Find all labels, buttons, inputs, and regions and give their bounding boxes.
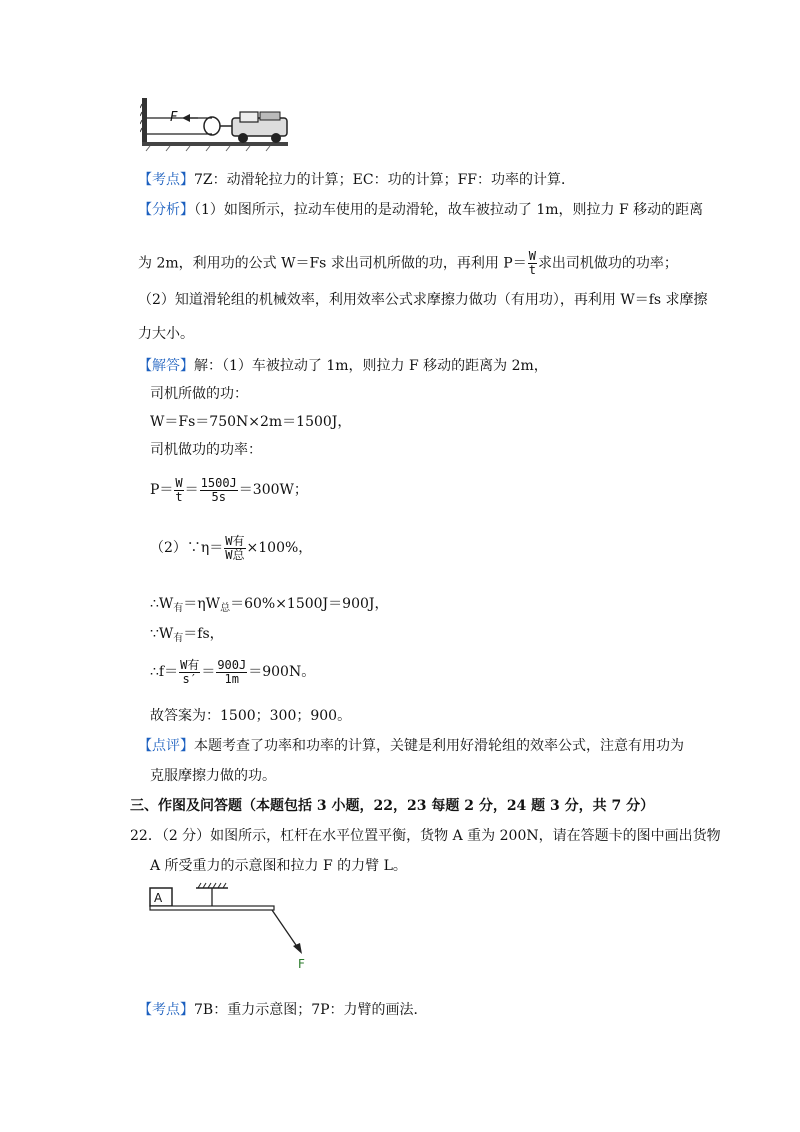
fenxi-line-2: 为 2m，利用功的公式 W＝Fs 求出司机所做的功，再利用 P＝ $\frac{W}{t}$ 求出司机做功的功率； <box>138 249 678 277</box>
fenxi-tag: 【分析】 <box>138 202 194 218</box>
section-three-heading: 三、作图及问答题（本题包括 3 小题，22，23 每题 2 分，24 题 3 分，共 7 分） <box>130 798 655 814</box>
dianping-line-2: 克服摩擦力做的功。 <box>150 768 276 784</box>
dianping-line-1: 【点评】本题考查了功率和功率的计算，关键是利用好滑轮组的效率公式，注意有用功为 <box>138 738 684 754</box>
force-label-f: F <box>170 110 178 125</box>
power-fraction: $\frac{W}{t}$ <box>528 249 536 277</box>
efficiency-equation: （2）∵η＝ $\frac{\text{W有}}{\text{W总}}$ ×100%， <box>150 533 313 562</box>
kaodian-tag: 【考点】 <box>138 172 194 188</box>
fenxi-line-1: 【分析】（1）如图所示，拉动车使用的是动滑轮，故车被拉动了 1m，则拉力 F 移动的距离 <box>138 202 704 218</box>
box-label-a: A <box>154 891 163 905</box>
jieda-line-2: 司机所做的功： <box>150 386 248 402</box>
dianping-tag: 【点评】 <box>138 738 194 754</box>
useful-work-line: $\therefore W_有=\eta W_总=60\%\times 1500J=900J$， <box>150 596 389 614</box>
jieda-line-3: W＝Fs＝750N×2m＝1500J， <box>150 414 352 430</box>
kaodian-text: 7Z：动滑轮拉力的计算；EC：功的计算；FF：功率的计算． <box>194 172 575 188</box>
fenxi-line-4: 力大小。 <box>138 326 194 342</box>
jieda-tag: 【解答】 <box>138 358 194 374</box>
force-label-f2: F <box>298 957 305 970</box>
friction-equation: ∴f＝ $\frac{\text{W有}}{s'}$ ＝ $\frac{900J}{1m}$ ＝900N。 <box>150 657 316 686</box>
pulley-car-figure <box>140 96 290 154</box>
useful-work-fs-line: $\because W_有=fs$， <box>150 626 224 644</box>
fenxi-line-3: （2）知道滑轮组的机械效率，利用效率公式求摩擦力做功（有用功），再利用 W＝fs 求摩擦 <box>138 292 708 308</box>
answer-line: 故答案为：1500；300；900。 <box>150 708 352 724</box>
question-22-line-1: 22．（2 分）如图所示，杠杆在水平位置平衡，货物 A 重为 200N，请在答题卡的图中画出货物 <box>130 828 721 844</box>
lever-figure <box>146 882 326 970</box>
question-22-line-2: A 所受重力的示意图和拉力 F 的力臂 L。 <box>150 858 407 874</box>
jieda-line-4: 司机做功的功率： <box>150 442 262 458</box>
power-equation: P＝ $\frac{W}{t}$ ＝ $\frac{1500J}{5s}$ ＝300W； <box>150 475 308 504</box>
kaodian-line-2: 【考点】7B：重力示意图；7P：力臂的画法． <box>138 1002 428 1018</box>
jieda-line-1: 【解答】解：（1）车被拉动了 1m，则拉力 F 移动的距离为 2m， <box>138 358 548 374</box>
kaodian-line-1 <box>138 170 575 190</box>
